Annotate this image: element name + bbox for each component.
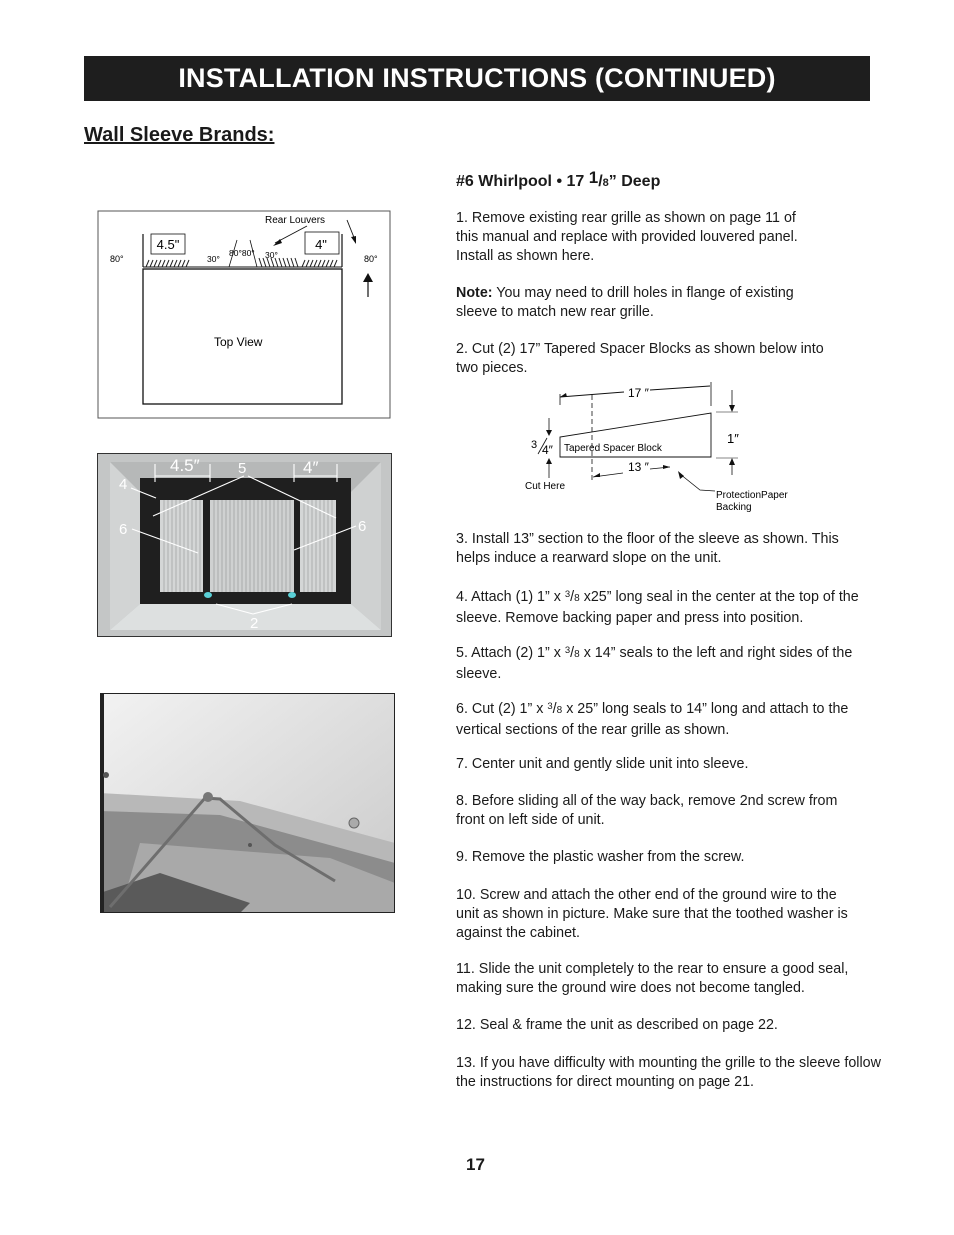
rear-louvers-label: Rear Louvers — [265, 215, 326, 226]
photo-dim-right: 4″ — [303, 458, 319, 477]
step-13: 13. If you have difficulty with mounting the grille to the sleeve follow the instructions for direct mounting on page 21. — [456, 1055, 881, 1090]
step-7: 7. Center unit and gently slide unit into sleeve. — [456, 756, 749, 772]
step-5: 5. Attach (2) 1” x $^3$/8 x 14” seals to the left and right sides of the sleeve. — [456, 645, 853, 682]
step-6: 6. Cut (2) 1” x $^3$/8 x 25” long seals to 14” long and attach to the vertical sections of the rear grille as shown. — [456, 701, 849, 738]
angle-30-right: 30° — [265, 250, 278, 260]
angle-center: 80°80° — [229, 248, 255, 258]
top-view-label: Top View — [214, 335, 263, 349]
block-label: Tapered Spacer Block — [564, 443, 662, 454]
angle-80-left: 80° — [110, 254, 124, 264]
page-title: INSTALLATION INSTRUCTIONS (CONTINUED) — [178, 63, 776, 93]
step-10: 10. Screw and attach the other end of the ground wire to the unit as shown in picture. Make sure that the toothed washer is against the cabinet. — [456, 887, 848, 941]
step-12: 12. Seal & frame the unit as described on page 22. — [456, 1017, 778, 1033]
spacer-block-diagram — [520, 380, 820, 515]
callout-4: 4 — [119, 476, 128, 493]
callout-6-left: 6 — [119, 521, 128, 538]
step-11: 11. Slide the unit completely to the rear to ensure a good seal, making sure the ground wire does not become tangled. — [456, 961, 849, 996]
length-17-label: 17 ″ — [628, 386, 649, 400]
note-paragraph: Note: You may need to drill holes in flange of existing sleeve to match new rear grille. — [456, 285, 794, 320]
step-8: 8. Before sliding all of the way back, remove 2nd screw from front on left side of unit. — [456, 793, 838, 828]
cut-here-label: Cut Here — [525, 481, 566, 492]
callout-2: 2 — [250, 615, 259, 632]
step-3: 3. Install 13” section to the floor of the sleeve as shown. This helps induce a rearward slope on the unit. — [456, 531, 839, 566]
dim-left-label: 4.5" — [156, 237, 180, 252]
section-title: Wall Sleeve Brands: — [84, 124, 275, 146]
thick-den: 4″ — [542, 443, 553, 457]
paper-label-2: Backing — [716, 502, 752, 513]
thick-num: 3 — [531, 439, 538, 451]
ground-wire-photo — [100, 693, 395, 913]
height-1-label: 1″ — [727, 431, 739, 446]
step-9: 9. Remove the plastic washer from the screw. — [456, 849, 745, 865]
page-banner — [84, 56, 870, 101]
step-2: 2. Cut (2) 17” Tapered Spacer Blocks as shown below into two pieces. — [456, 341, 824, 376]
sleeve-interior-photo — [97, 453, 392, 637]
dim-right-label: 4" — [315, 237, 327, 252]
length-13-label: 13 ″ — [628, 460, 649, 474]
paper-label-1: ProtectionPaper — [716, 490, 788, 501]
callout-6-right: 6 — [358, 518, 367, 535]
model-heading: #6 Whirlpool • 17 1/8” Deep — [456, 168, 661, 190]
angle-80-right: 80° — [364, 254, 378, 264]
step-1: 1. Remove existing rear grille as shown on page 11 of this manual and replace with provided louvered panel. Install as shown here. — [456, 210, 798, 264]
top-view-diagram — [97, 210, 392, 420]
page-number: 17 — [466, 1155, 485, 1174]
angle-30-left: 30° — [207, 254, 220, 264]
step-4: 4. Attach (1) 1” x $^3$/8 x25” long seal in the center at the top of the sleeve. Remove backing paper and press into position. — [456, 589, 859, 626]
photo-dim-left: 4.5″ — [170, 456, 200, 475]
callout-5: 5 — [238, 460, 247, 477]
